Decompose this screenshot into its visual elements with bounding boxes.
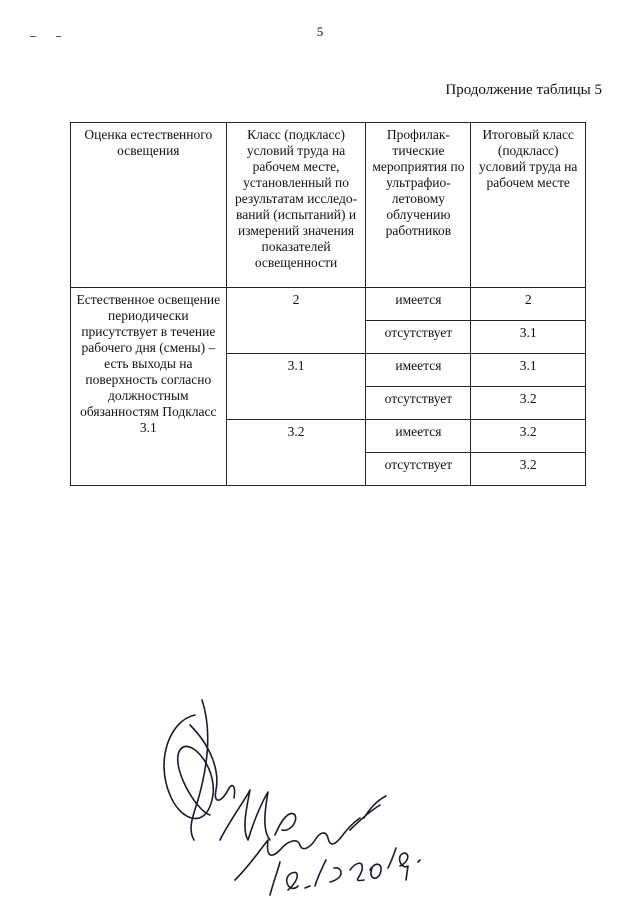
class-cell: 3.1 [226, 354, 366, 420]
table-continuation-label: Продолжение таблицы 5 [445, 82, 602, 98]
header-uv-measures: Профилак- тические мероприятия по ультрафио- летовому облучению работников [366, 123, 471, 288]
header-work-conditions-class: Класс (подкласс) условий труда на рабочем месте, установленный по результатам исследо- ваний (испытаний) и измерений значения показателей освещенности [226, 123, 366, 288]
scan-marks [30, 36, 70, 40]
natural-lighting-description: Естественное освещение периодически присутствует в течение рабочего дня (смены) – есть выходы на поверхность согласно должностным обязанностям Подкласс 3.1 [71, 288, 227, 486]
page-number: 5 [316, 24, 324, 39]
class-cell: 2 [226, 288, 366, 354]
result-cell: 2 [471, 288, 586, 321]
table-header-row [71, 123, 586, 288]
measures-cell: отсутствует [366, 387, 471, 420]
measures-cell: отсутствует [366, 453, 471, 486]
measures-cell: имеется [366, 354, 471, 387]
table-row [71, 288, 586, 321]
lighting-table [70, 122, 586, 486]
result-cell: 3.1 [471, 321, 586, 354]
result-cell: 3.2 [471, 453, 586, 486]
header-final-class: Итоговый класс (подкласс) условий труда на рабочем месте [471, 123, 586, 288]
class-cell: 3.2 [226, 420, 366, 486]
measures-cell: имеется [366, 420, 471, 453]
result-cell: 3.2 [471, 420, 586, 453]
handwritten-signature [150, 690, 430, 900]
result-cell: 3.2 [471, 387, 586, 420]
result-cell: 3.1 [471, 354, 586, 387]
measures-cell: имеется [366, 288, 471, 321]
measures-cell: отсутствует [366, 321, 471, 354]
header-natural-lighting: Оценка естественного освещения [71, 123, 227, 288]
